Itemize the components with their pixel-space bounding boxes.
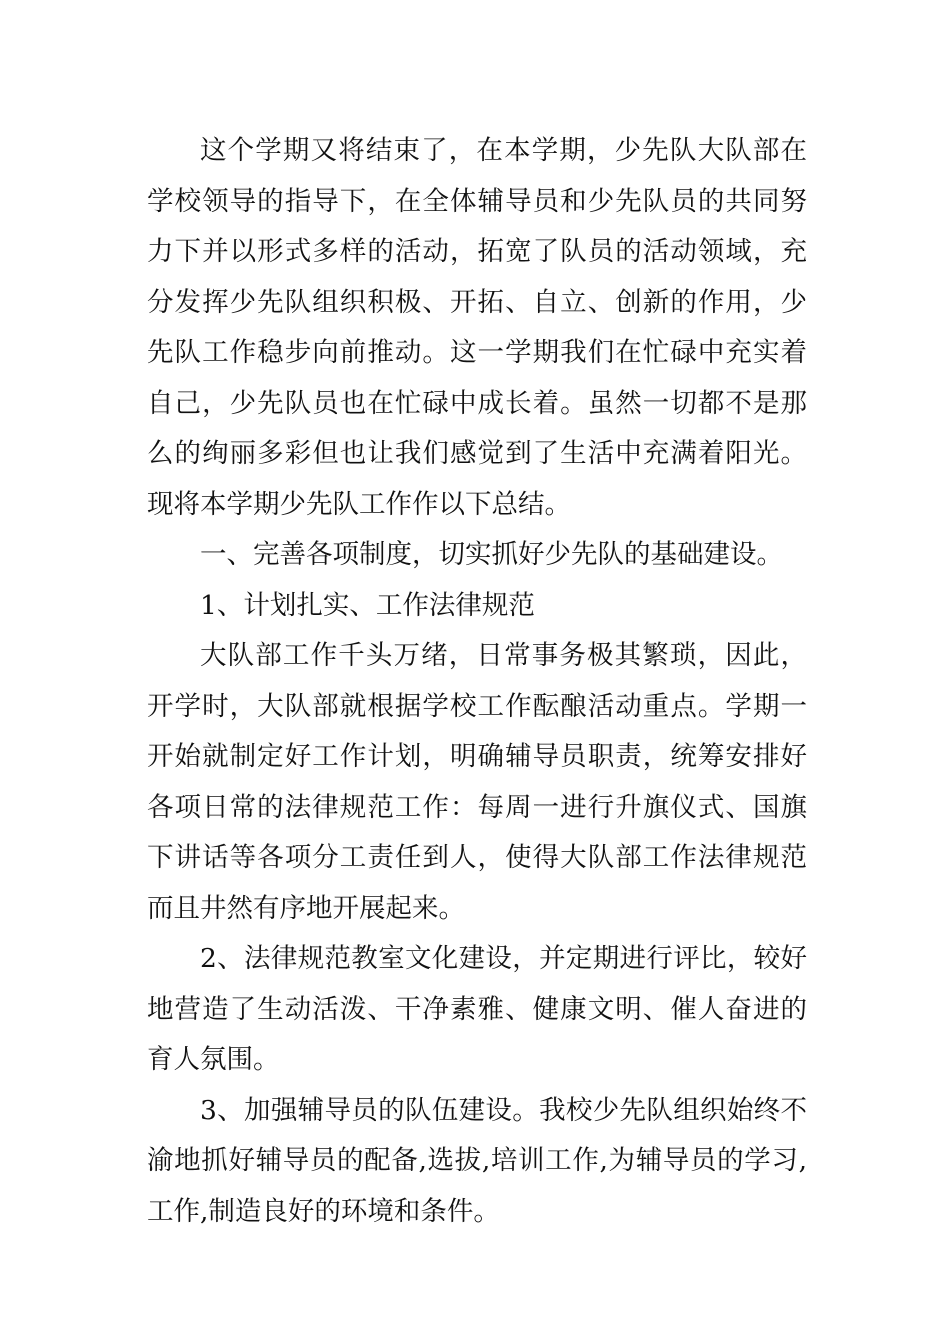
body-paragraph-2: 2、法律规范教室文化建设，并定期进行评比，较好地营造了生动活泼、干净素雅、健康文明、催人奋进的育人氛围。: [147, 943, 807, 1075]
body-paragraph-3: 3、加强辅导员的队伍建设。我校少先队组织始终不渝地抓好辅导员的配备,选拔,培训工作,为辅导员的学习,工作,制造良好的环境和条件。: [147, 1094, 807, 1227]
document-page: [147, 126, 807, 1237]
section-heading-1: 一、完善各项制度，切实抓好少先队的基础建设。: [200, 539, 783, 570]
body-paragraph-1: 大队部工作千头万绪，日常事务极其繁琐，因此，开学时，大队部就根据学校工作酝酿活动重点。学期一开始就制定好工作计划，明确辅导员职责，统筹安排好各项日常的法律规范工作：每周一进行升旗仪式、国旗下讲话等各项分工责任到人，使得大队部工作法律规范而且井然有序地开展起来。: [147, 640, 807, 924]
intro-paragraph: 这个学期又将结束了，在本学期，少先队大队部在学校领导的指导下，在全体辅导员和少先队员的共同努力下并以形式多样的活动，拓宽了队员的活动领域，充分发挥少先队组织积极、开拓、自立、创新的作用，少先队工作稳步向前推动。这一学期我们在忙碌中充实着自己，少先队员也在忙碌中成长着。虽然一切都不是那么的绚丽多彩但也让我们感觉到了生活中充满着阳光。现将本学期少先队工作作以下总结。: [147, 135, 807, 520]
subheading-1: 1、计划扎实、工作法律规范: [200, 589, 535, 621]
